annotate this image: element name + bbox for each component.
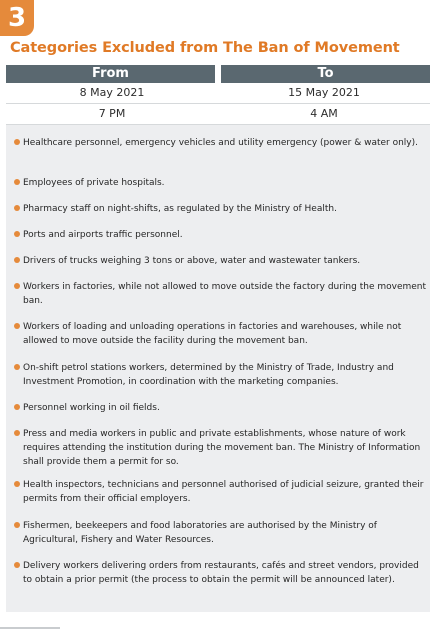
bullet-icon: [14, 257, 20, 263]
from-header: From: [6, 65, 215, 83]
list-item-text: Press and media workers in public and private establishments, whose nature of work requires attending the institution during the movement ban. The Ministry of Information shall provide them a permit for so.: [23, 429, 421, 467]
bullet-icon: [14, 364, 20, 370]
list-item: [14, 361, 428, 389]
list-item-text: Employees of private hospitals.: [23, 178, 165, 188]
list-item-text: Delivery workers delivering orders from restaurants, cafés and street vendors, provided to obtain a prior permit (the process to obtain the permit will be announced later).: [23, 561, 419, 585]
list-item-text: Health inspectors, technicians and personnel authorised of judicial seizure, granted their permits from their official employers.: [23, 480, 424, 504]
list-item-text: Healthcare personnel, emergency vehicles and utility emergency (power & water only).: [23, 138, 419, 148]
list-item-text: Fishermen, beekeepers and food laboratories are authorised by the Ministry of Agricultural, Fishery and Water Resources.: [23, 521, 377, 545]
list-item: [14, 136, 428, 150]
bullet-icon: [14, 481, 20, 487]
list-item: [14, 176, 428, 190]
bullet-icon: [14, 323, 20, 329]
bullet-icon: [14, 179, 20, 185]
list-item-text: Drivers of trucks weighing 3 tons or above, water and wastewater tankers.: [23, 256, 361, 266]
list-item-text: On-shift petrol stations workers, determined by the Ministry of Trade, Industry and Investment Promotion, in coordination with the marketing companies.: [23, 363, 394, 387]
bullet-icon: [14, 562, 20, 568]
date-time-table: [6, 65, 430, 125]
list-item: [14, 401, 428, 415]
list-item: [14, 519, 428, 547]
list-item-text: Personnel working in oil fields.: [23, 403, 160, 413]
list-item: [14, 228, 428, 242]
list-item: [14, 280, 428, 308]
excluded-categories-panel: [6, 125, 430, 612]
bullet-icon: [14, 522, 20, 528]
list-item-text: Ports and airports traffic personnel.: [23, 230, 183, 240]
table-row: [6, 83, 430, 104]
list-item-text: Workers in factories, while not allowed to move outside the factory during the movement ban.: [23, 282, 427, 306]
list-item-text: Workers of loading and unloading operations in factories and warehouses, while not allowed to move outside the facility during the movement ban.: [23, 322, 402, 346]
list-item: [14, 478, 428, 506]
list-item-text: Pharmacy staff on night-shifts, as regulated by the Ministry of Health.: [23, 204, 337, 214]
list-item: [14, 427, 428, 469]
table-row: [6, 104, 430, 125]
to-header: To: [221, 65, 430, 83]
list-item: [14, 254, 428, 268]
bullet-icon: [14, 404, 20, 410]
list-item: [14, 559, 428, 587]
bullet-icon: [14, 231, 20, 237]
table-header: [6, 65, 430, 83]
bullet-icon: [14, 430, 20, 436]
to-date: 15 May 2021: [288, 86, 360, 99]
bullet-icon: [14, 139, 20, 145]
bullet-icon: [14, 283, 20, 289]
bottom-divider: [0, 627, 60, 629]
list-item: [14, 320, 428, 348]
to-time: 4 AM: [310, 107, 338, 120]
page-title: Categories Excluded from The Ban of Movement: [10, 40, 400, 56]
bullet-icon: [14, 205, 20, 211]
from-time: 7 PM: [98, 107, 126, 120]
from-date: 8 May 2021: [79, 86, 145, 99]
list-item: [14, 202, 428, 216]
section-number-badge: 3: [0, 0, 34, 36]
